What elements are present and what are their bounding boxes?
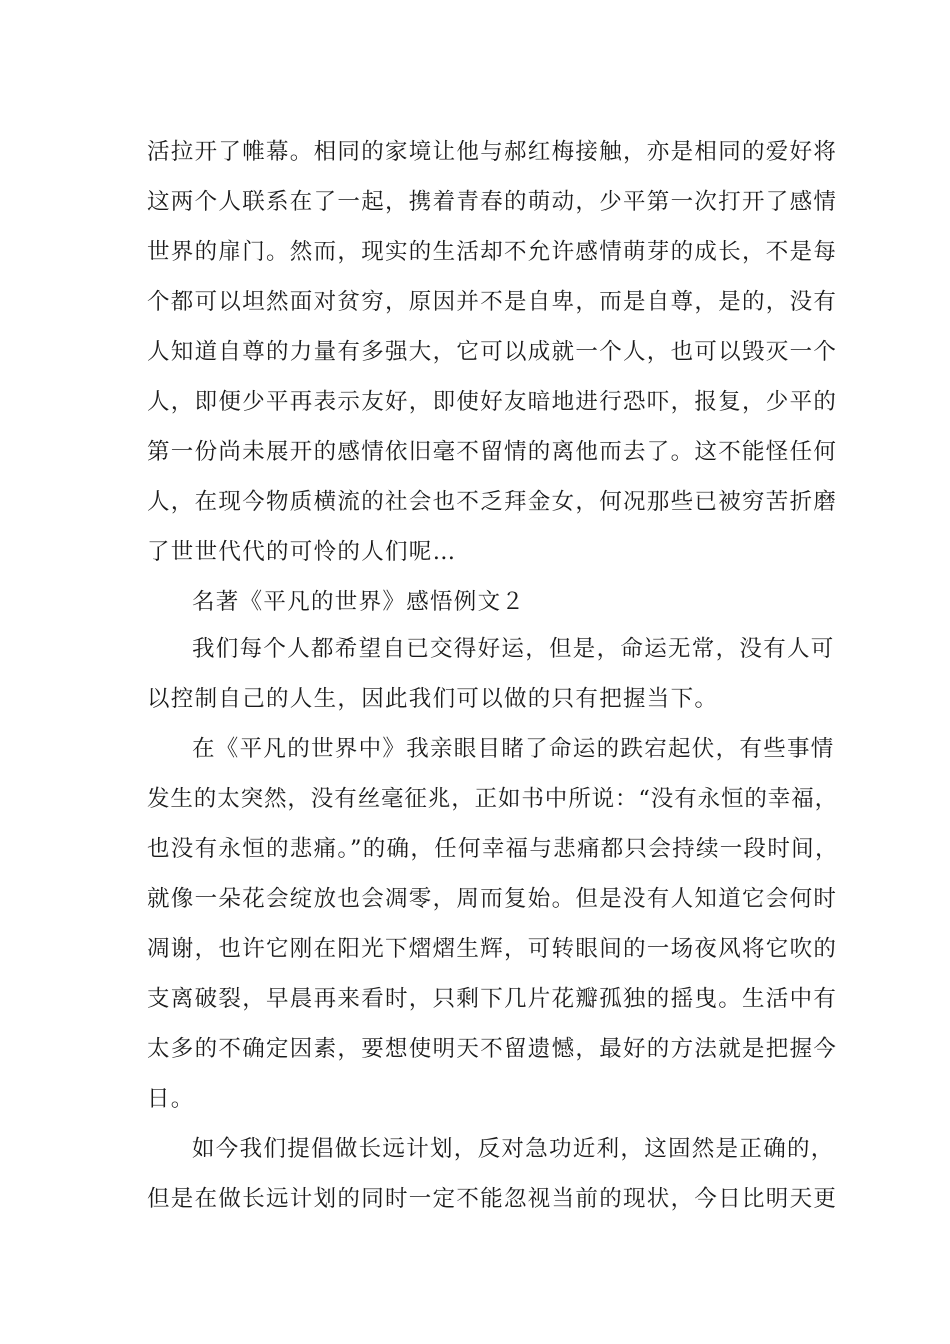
- text-line: 活拉开了帷幕。相同的家境让他与郝红梅接触，亦是相同的爱好将: [147, 139, 838, 165]
- text-line: 日。: [147, 1086, 195, 1112]
- text-line: 就像一朵花会绽放也会凋零，周而复始。但是没有人知道它会何时: [147, 886, 838, 912]
- text-line: 了世世代代的可怜的人们呢…: [147, 539, 457, 565]
- text-line: 凋谢，也许它刚在阳光下熠熠生辉，可转眼间的一场夜风将它吹的: [147, 936, 838, 962]
- text-line: 如今我们提倡做长远计划，反对急功近利，这固然是正确的，: [192, 1136, 835, 1162]
- text-line: 人，即便少平再表示友好，即使好友暗地进行恐吓，报复，少平的: [147, 389, 838, 415]
- text-line: 支离破裂，早晨再来看时，只剩下几片花瓣孤独的摇曳。生活中有: [147, 986, 838, 1012]
- text-line: 我们每个人都希望自已交得好运，但是，命运无常，没有人可: [192, 636, 835, 662]
- text-line: 在《平凡的世界中》我亲眼目睹了命运的跌宕起伏，有些事情: [192, 736, 835, 762]
- text-line: 发生的太突然，没有丝毫征兆，正如书中所说：“没有永恒的幸福，: [147, 786, 839, 812]
- text-line: 太多的不确定因素，要想使明天不留遗憾，最好的方法就是把握今: [147, 1036, 838, 1062]
- text-line: 世界的扉门。然而，现实的生活却不允许感情萌芽的成长，不是每: [147, 239, 838, 265]
- text-line: 第一份尚未展开的感情依旧毫不留情的离他而去了。这不能怪任何: [147, 439, 838, 465]
- text-line: 也没有永恒的悲痛。”的确，任何幸福与悲痛都只会持续一段时间，: [147, 836, 839, 862]
- text-line: 但是在做长远计划的同时一定不能忽视当前的现状，今日比明天更: [147, 1186, 838, 1212]
- text-line: 个都可以坦然面对贫穷，原因并不是自卑，而是自尊，是的，没有: [147, 289, 838, 315]
- text-line: 人，在现今物质横流的社会也不乏拜金女，何况那些已被穷苦折磨: [147, 489, 838, 515]
- text-line: 人知道自尊的力量有多强大，它可以成就一个人，也可以毁灭一个: [147, 339, 838, 365]
- text-line: 这两个人联系在了一起，携着青春的萌动，少平第一次打开了感情: [147, 189, 838, 215]
- heading-line: 名著《平凡的世界》感悟例文２: [192, 589, 526, 615]
- text-line: 以控制自己的人生，因此我们可以做的只有把握当下。: [147, 686, 719, 712]
